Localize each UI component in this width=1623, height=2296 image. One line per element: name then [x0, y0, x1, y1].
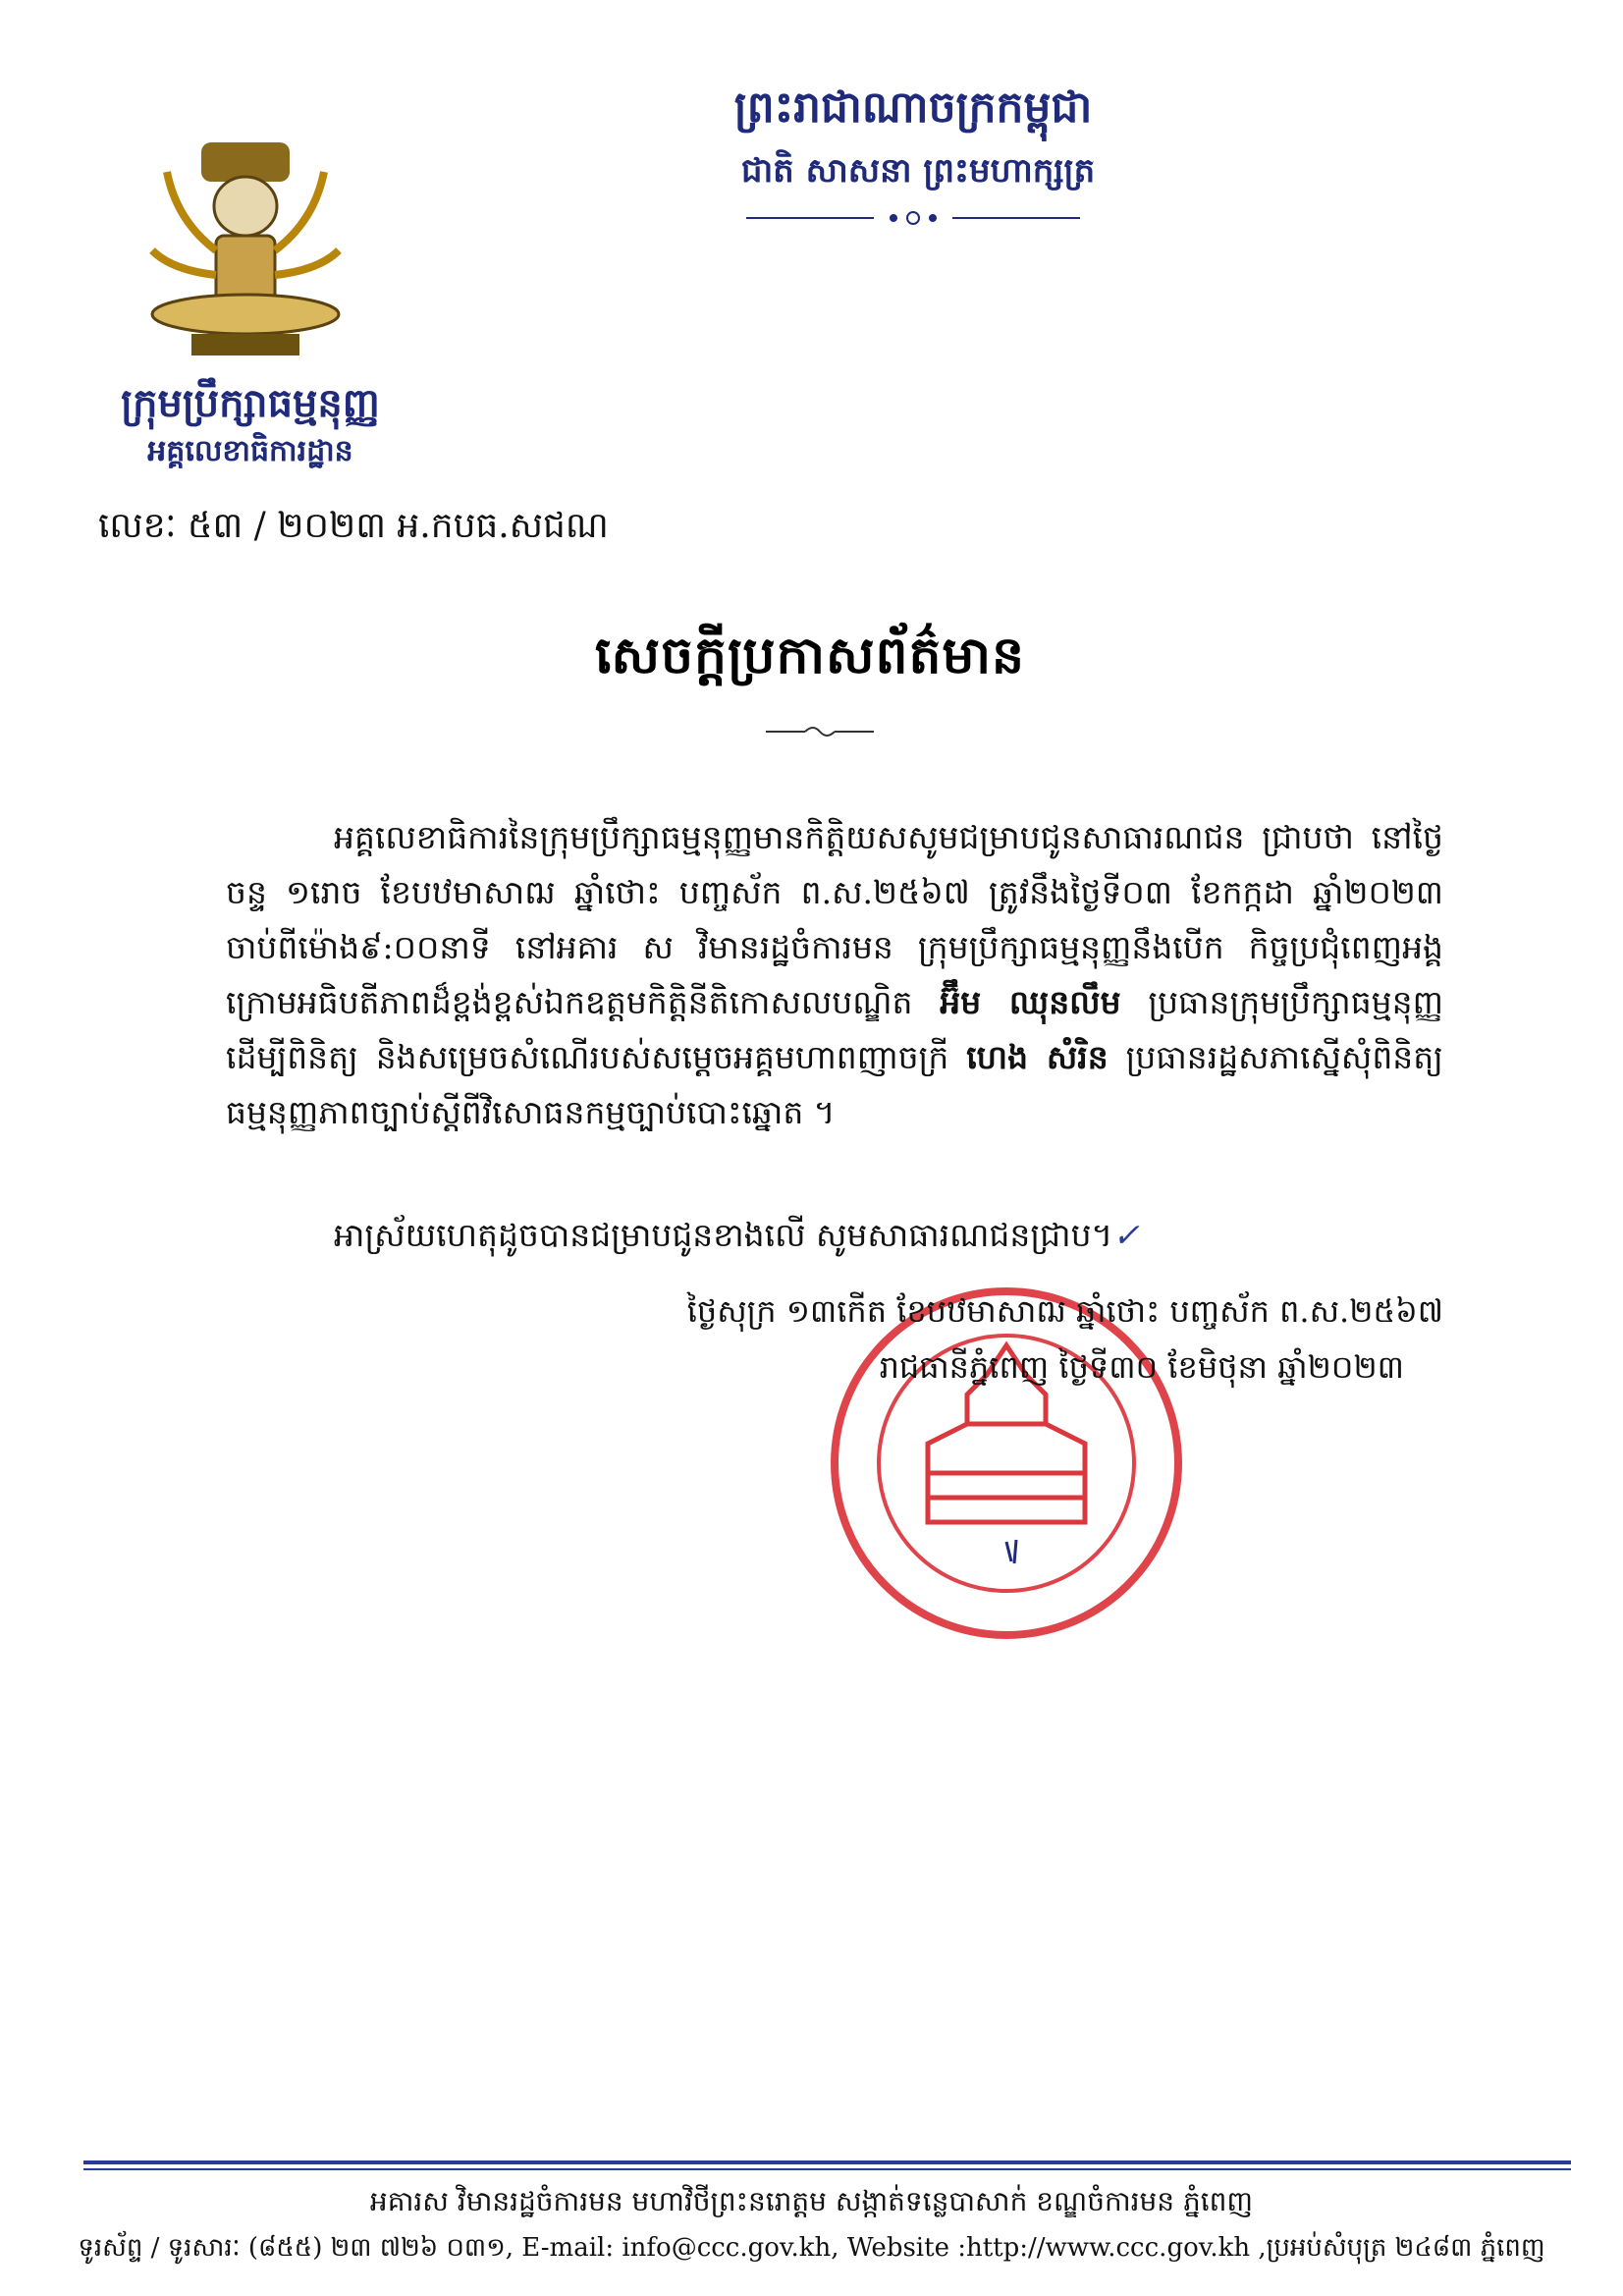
paragraph-text-a: អគ្គលេខាធិការនៃក្រុមប្រឹក្សាធម្មនុញ្ញមានកិត្តិយសសូមជម្រាបជូនសាធារណជន ជ្រាបថា នៅថ្ងៃចន្ទ ១រោច ខែបឋមាសាឍ ឆ្នាំថោះ បញ្ចស័ក ព.ស.២៥៦៧ ត្រូវនឹងថ្ងៃទី០៣ ខែកក្កដា ឆ្នាំ២០២៣ ចាប់ពីម៉ោង៩:០០នាទី នៅអគារ ស វិមានរដ្ឋចំការមន ក្រុមប្រឹក្សាធម្មនុញ្ញនឹងបើក កិច្ចប្រជុំពេញអង្គក្រោមអធិបតីភាពដ៏ខ្ពង់ខ្ពស់ឯកឧត្តមកិត្តិនីតិកោសលបណ្ឌិត [226, 818, 1443, 1021]
council-name: ក្រុមប្រឹក្សាធម្មនុញ្ញ [121, 380, 380, 426]
solar-date: រាជធានីភ្នំពេញ ថ្ងៃទី៣០ ខែមិថុនា ឆ្នាំ២០២៣ [879, 1348, 1404, 1386]
announcement-paragraph [226, 810, 1443, 1140]
footer-rule [83, 2160, 1571, 2164]
council-emblem-icon [137, 133, 353, 368]
assembly-president-name: ហេង សំរិន [966, 1038, 1109, 1076]
footer-rule-thin [83, 2168, 1571, 2170]
footer-contact: ទូរស័ព្ទ / ទូរសារៈ (៨៥៥) ២៣ ៧២៦ ០៣១, E-mail: info@ccc.gov.kh, Website :http://www.ccc.gov.kh ,ប្រអប់សំបុត្រ ២៤៨៣ ភ្នំពេញ [78, 2233, 1545, 2263]
kingdom-heading: ព្រះរាជាណាចក្រកម្ពុជា [733, 82, 1093, 133]
announcement-body [226, 810, 1443, 1140]
secretariat-name: អគ្គលេខាធិការដ្ឋាន [147, 434, 353, 468]
president-name: អ៊ឹម ឈុនលឹម [940, 983, 1121, 1021]
document-title: សេចក្តីប្រកាសព័ត៌មាន [594, 626, 1026, 685]
paragraph-text-c: ប្រធានរដ្ឋសភាស្នើសុំពិនិត្យធម្មនុញ្ញភាពច្បាប់ស្តីពីវិសោធនកម្មច្បាប់បោះឆ្នោត ។ [226, 1038, 1443, 1131]
reference-number: លេខៈ ៥៣ / ២០២៣ អ.កបធ.សជណ [98, 506, 609, 546]
handwritten-mark: ✓ [1112, 1216, 1140, 1254]
closing-line [334, 1216, 1316, 1263]
footer-address: អគារស វិមានរដ្ឋចំការមន មហាវិថីព្រះនរោត្តម សង្កាត់ទន្លេបាសាក់ ខណ្ឌចំការមន ភ្នំពេញ [369, 2185, 1254, 2217]
lunar-date: ថ្ងៃសុក្រ ១៣កើត ខែបឋមាសាឍ ឆ្នាំថោះ បញ្ចស័ក ព.ស.២៥៦៧ [686, 1292, 1443, 1330]
paragraph-text-b: ប្រធានក្រុមប្រឹក្សាធម្មនុញ្ញ ដើម្បីពិនិត្យ និងសម្រេចសំណើរបស់សម្តេចអគ្គមហាពញាចក្រី [226, 983, 1443, 1076]
national-motto: ជាតិ សាសនា ព្រះមហាក្សត្រ [740, 151, 1096, 191]
closing-text: អាស្រ័យហេតុដូចបានជម្រាបជូនខាងលើ សូមសាធារណជនជ្រាប។ [334, 1216, 1113, 1254]
title-ornament-icon [766, 722, 874, 741]
header-ornament-icon [746, 206, 1080, 230]
